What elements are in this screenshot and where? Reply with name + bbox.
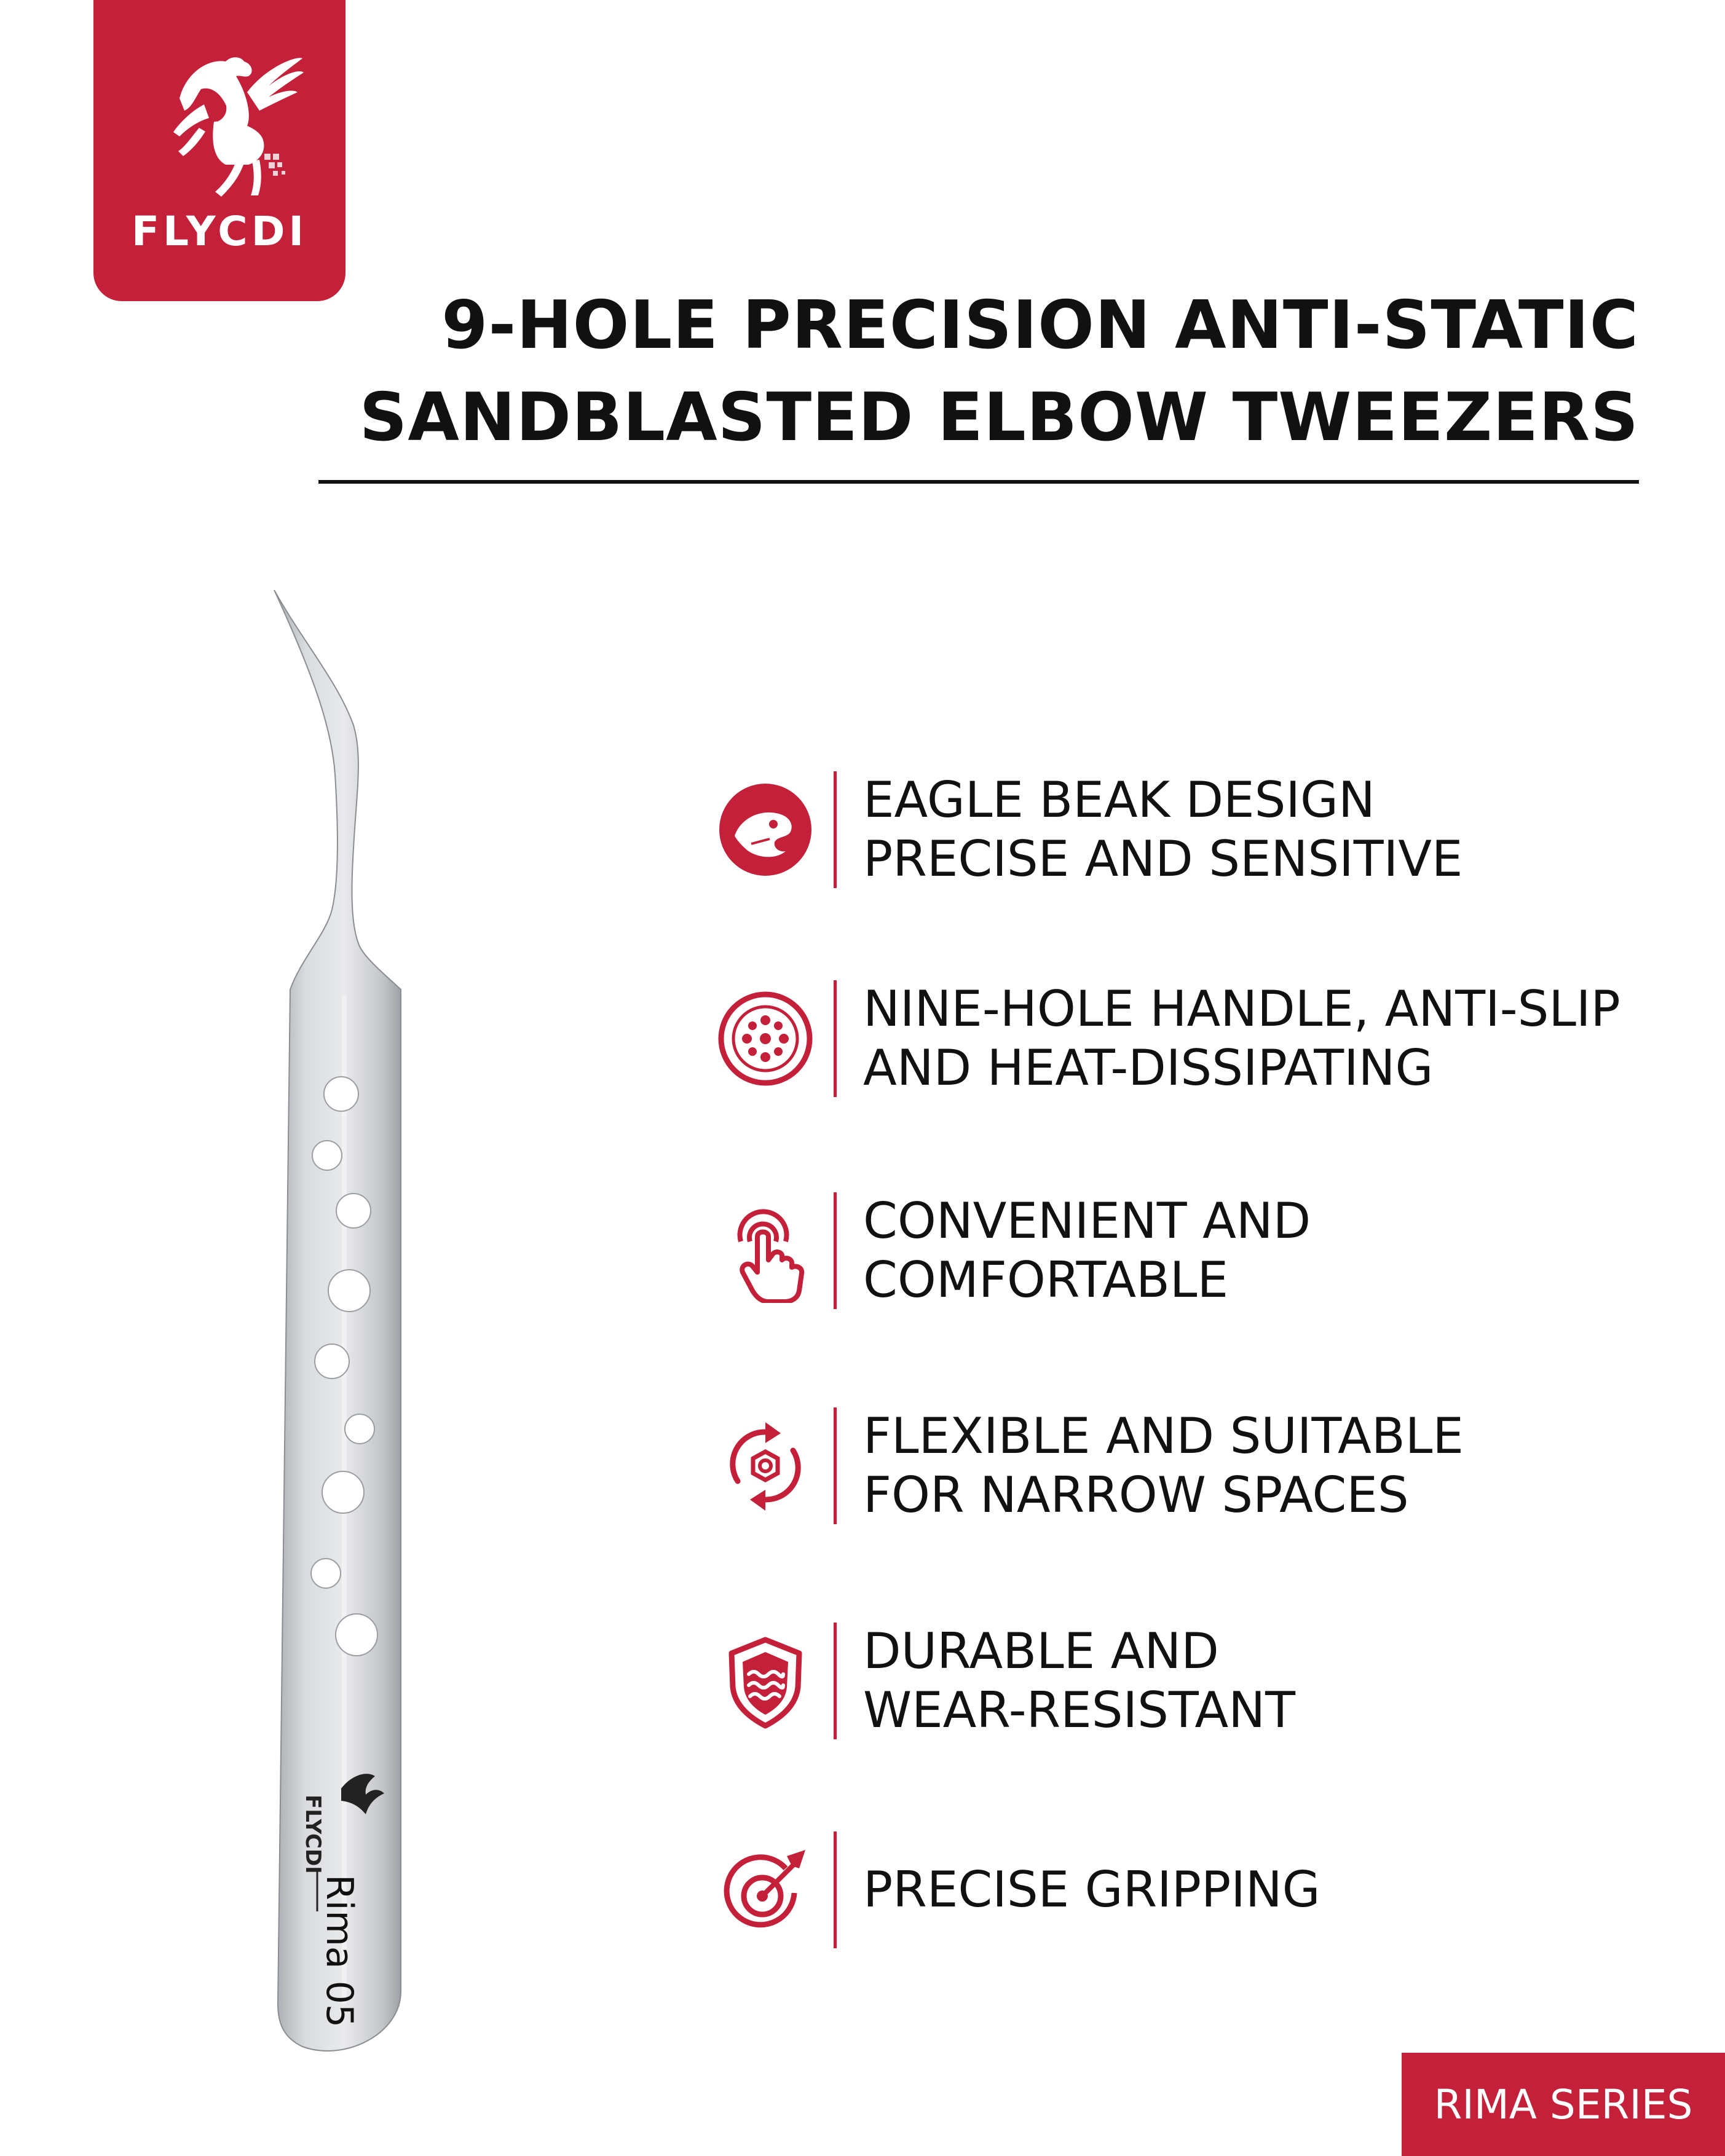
series-tag: RIMA SERIES	[1402, 2053, 1725, 2156]
feature-item	[713, 1192, 1697, 1309]
feature-line-1: NINE-HOLE HANDLE, ANTI-SLIP	[863, 980, 1620, 1037]
feature-item	[713, 1623, 1697, 1739]
feature-line-1: CONVENIENT AND	[863, 1192, 1311, 1249]
rotate-nut-icon	[713, 1414, 818, 1518]
hole	[345, 1414, 374, 1444]
feature-line-2: FOR NARROW SPACES	[863, 1466, 1409, 1524]
feature-line-1: DURABLE AND	[863, 1623, 1219, 1680]
brand-logo-badge	[93, 0, 345, 301]
tweezers-image	[234, 590, 578, 2077]
title-line-1: 9-HOLE PRECISION ANTI-STATIC	[441, 287, 1639, 364]
hole	[324, 1077, 358, 1111]
page-title	[360, 280, 1639, 464]
feature-line-2: AND HEAT-DISSIPATING	[863, 1039, 1434, 1096]
feature-item	[713, 771, 1697, 888]
feature-line-2: PRECISE AND SENSITIVE	[863, 830, 1463, 887]
engraving-brand: FLYCDI	[301, 1795, 325, 1874]
feature-item	[713, 980, 1697, 1097]
eagle-beak-icon	[713, 777, 818, 882]
target-arrow-icon	[713, 1838, 818, 1942]
feature-item	[713, 1831, 1697, 1948]
feature-line-2: COMFORTABLE	[863, 1251, 1228, 1308]
nine-hole-icon	[713, 986, 818, 1091]
shield-icon	[713, 1629, 818, 1733]
hole	[336, 1614, 377, 1656]
hole	[328, 1270, 370, 1312]
feature-line-1: FLEXIBLE AND SUITABLE	[863, 1407, 1464, 1465]
hole	[315, 1344, 349, 1379]
hole	[336, 1194, 371, 1228]
touch-hand-icon	[713, 1198, 818, 1303]
brand-name: FLYCDI	[131, 208, 308, 255]
feature-line-1: PRECISE GRIPPING	[863, 1861, 1320, 1918]
hole	[312, 1141, 342, 1170]
feature-line-2: WEAR-RESISTANT	[863, 1682, 1295, 1739]
hole	[322, 1471, 364, 1513]
engraving-model: Rima 05	[318, 1875, 361, 2028]
feature-line-1: EAGLE BEAK DESIGN	[863, 771, 1375, 828]
pegasus-icon	[93, 0, 345, 209]
hole	[311, 1559, 341, 1588]
title-divider	[318, 480, 1639, 484]
feature-item	[713, 1407, 1697, 1524]
title-line-2: SANDBLASTED ELBOW TWEEZERS	[359, 379, 1639, 456]
